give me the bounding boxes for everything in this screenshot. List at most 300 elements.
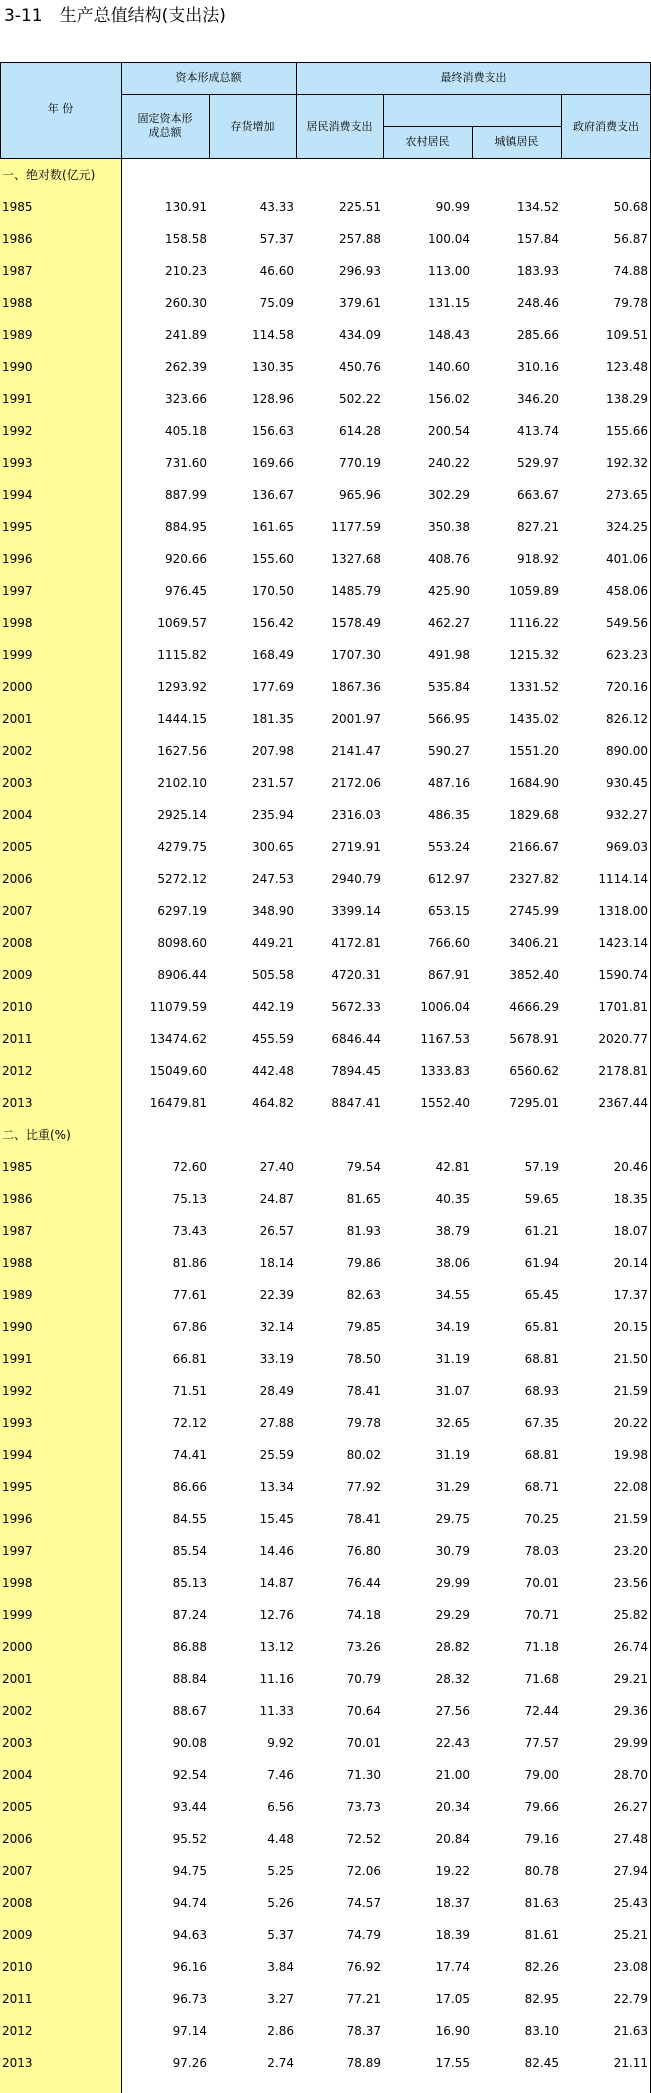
- table-row: [0, 1695, 651, 1727]
- rural-cell: 17.55: [435, 2056, 470, 2070]
- government-cell: 969.03: [606, 840, 648, 854]
- fixed-capital-cell: 405.18: [165, 424, 207, 438]
- household-cell: 78.89: [346, 2056, 381, 2070]
- government-cell: 18.35: [613, 1192, 648, 1206]
- household-cell: 7894.45: [331, 1064, 381, 1078]
- header-group-underline: [121, 94, 651, 95]
- rural-cell: 34.19: [435, 1320, 470, 1334]
- year-cell: 1985: [2, 200, 33, 214]
- household-cell: 70.01: [346, 1736, 381, 1750]
- table-row: [0, 1823, 651, 1855]
- year-cell: 1986: [2, 1192, 33, 1206]
- household-cell: 74.79: [346, 1928, 381, 1942]
- fixed-capital-cell: 71.51: [172, 1384, 207, 1398]
- rural-cell: 31.19: [435, 1352, 470, 1366]
- year-cell: 2007: [2, 904, 33, 918]
- government-cell: 28.70: [613, 1768, 648, 1782]
- rural-cell: 29.29: [435, 1608, 470, 1622]
- household-cell: 74.57: [346, 1896, 381, 1910]
- inventory-cell: 442.19: [252, 1000, 294, 1014]
- table-row: [0, 287, 651, 319]
- inventory-cell: 168.49: [252, 648, 294, 662]
- rural-cell: 200.54: [428, 424, 470, 438]
- fixed-capital-cell: 262.39: [165, 360, 207, 374]
- inventory-cell: 9.92: [267, 1736, 294, 1750]
- inventory-cell: 2.74: [267, 2056, 294, 2070]
- fixed-capital-cell: 2102.10: [157, 776, 207, 790]
- rural-cell: 486.35: [428, 808, 470, 822]
- urban-cell: 68.81: [524, 1352, 559, 1366]
- government-cell: 1701.81: [598, 1000, 648, 1014]
- year-cell: 2011: [2, 1992, 33, 2006]
- household-cell: 70.64: [346, 1704, 381, 1718]
- rural-cell: 487.16: [428, 776, 470, 790]
- table-row: [0, 223, 651, 255]
- rural-cell: 42.81: [435, 1160, 470, 1174]
- rural-cell: 1552.40: [420, 1096, 470, 1110]
- household-cell: 6846.44: [331, 1032, 381, 1046]
- rural-cell: 408.76: [428, 552, 470, 566]
- urban-cell: 7295.01: [509, 1096, 559, 1110]
- year-cell: 2004: [2, 808, 33, 822]
- urban-cell: 70.71: [524, 1608, 559, 1622]
- household-cell: 225.51: [339, 200, 381, 214]
- urban-cell: 80.78: [524, 1864, 559, 1878]
- table-row: [0, 1407, 651, 1439]
- urban-cell: 71.18: [524, 1640, 559, 1654]
- rural-cell: 30.79: [435, 1544, 470, 1558]
- year-cell: 1989: [2, 328, 33, 342]
- rural-cell: 131.15: [428, 296, 470, 310]
- household-cell: 770.19: [339, 456, 381, 470]
- urban-cell: 248.46: [517, 296, 559, 310]
- urban-cell: 1829.68: [509, 808, 559, 822]
- household-cell: 1867.36: [331, 680, 381, 694]
- year-cell: 2006: [2, 872, 33, 886]
- household-cell: 77.92: [346, 1480, 381, 1494]
- year-cell: 2011: [2, 1032, 33, 1046]
- inventory-cell: 4.48: [267, 1832, 294, 1846]
- year-cell: 1995: [2, 520, 33, 534]
- rural-cell: 34.55: [435, 1288, 470, 1302]
- year-cell: 1987: [2, 1224, 33, 1238]
- inventory-cell: 247.53: [252, 872, 294, 886]
- inventory-cell: 43.33: [259, 200, 294, 214]
- household-cell: 4720.31: [331, 968, 381, 982]
- government-cell: 273.65: [606, 488, 648, 502]
- header-capital-group: 资本形成总额: [175, 71, 242, 84]
- urban-cell: 70.25: [524, 1512, 559, 1526]
- table-row: [0, 1151, 651, 1183]
- government-cell: 26.74: [613, 1640, 648, 1654]
- household-cell: 79.78: [346, 1416, 381, 1430]
- government-cell: 2367.44: [598, 1096, 648, 1110]
- fixed-capital-cell: 96.73: [172, 1992, 207, 2006]
- government-cell: 17.37: [613, 1288, 648, 1302]
- fixed-capital-cell: 2925.14: [157, 808, 207, 822]
- inventory-cell: 449.21: [252, 936, 294, 950]
- fixed-capital-cell: 86.88: [172, 1640, 207, 1654]
- table-row: [0, 255, 651, 287]
- fixed-capital-cell: 94.63: [172, 1928, 207, 1942]
- inventory-cell: 12.76: [259, 1608, 294, 1622]
- inventory-cell: 235.94: [252, 808, 294, 822]
- table-row: [0, 1567, 651, 1599]
- inventory-cell: 11.16: [259, 1672, 294, 1686]
- government-cell: 56.87: [613, 232, 648, 246]
- rural-cell: 535.84: [428, 680, 470, 694]
- year-cell: 1993: [2, 1416, 33, 1430]
- rural-cell: 28.82: [435, 1640, 470, 1654]
- urban-cell: 3852.40: [509, 968, 559, 982]
- inventory-cell: 348.90: [252, 904, 294, 918]
- rural-cell: 28.32: [435, 1672, 470, 1686]
- urban-cell: 61.94: [524, 1256, 559, 1270]
- fixed-capital-cell: 8098.60: [157, 936, 207, 950]
- fixed-capital-cell: 88.84: [172, 1672, 207, 1686]
- urban-cell: 78.03: [524, 1544, 559, 1558]
- urban-cell: 81.63: [524, 1896, 559, 1910]
- government-cell: 50.68: [613, 200, 648, 214]
- inventory-cell: 156.63: [252, 424, 294, 438]
- fixed-capital-cell: 75.13: [172, 1192, 207, 1206]
- table-row: [0, 1215, 651, 1247]
- fixed-capital-cell: 86.66: [172, 1480, 207, 1494]
- fixed-capital-cell: 1115.82: [157, 648, 207, 662]
- government-cell: 20.15: [613, 1320, 648, 1334]
- table-row: [0, 1055, 651, 1087]
- government-cell: 401.06: [606, 552, 648, 566]
- fixed-capital-cell: 16479.81: [149, 1096, 207, 1110]
- rural-cell: 40.35: [435, 1192, 470, 1206]
- household-cell: 73.26: [346, 1640, 381, 1654]
- government-cell: 22.08: [613, 1480, 648, 1494]
- urban-cell: 65.45: [524, 1288, 559, 1302]
- section-heading: 二、比重(%): [2, 1128, 71, 1142]
- table-row: [0, 543, 651, 575]
- inventory-cell: 455.59: [252, 1032, 294, 1046]
- government-cell: 826.12: [606, 712, 648, 726]
- rural-cell: 31.07: [435, 1384, 470, 1398]
- table-row: [0, 1919, 651, 1951]
- fixed-capital-cell: 1627.56: [157, 744, 207, 758]
- rural-cell: 113.00: [428, 264, 470, 278]
- table-row: [0, 1343, 651, 1375]
- household-cell: 1327.68: [331, 552, 381, 566]
- table-row: [0, 191, 651, 223]
- fixed-capital-cell: 884.95: [165, 520, 207, 534]
- table-row: [0, 671, 651, 703]
- urban-cell: 1551.20: [509, 744, 559, 758]
- table-row: [0, 319, 651, 351]
- year-cell: 2005: [2, 840, 33, 854]
- urban-cell: 5678.91: [509, 1032, 559, 1046]
- year-cell: 1988: [2, 1256, 33, 1270]
- year-cell: 2001: [2, 712, 33, 726]
- year-cell: 2008: [2, 1896, 33, 1910]
- household-cell: 2172.06: [331, 776, 381, 790]
- inventory-cell: 169.66: [252, 456, 294, 470]
- fixed-capital-cell: 241.89: [165, 328, 207, 342]
- rural-cell: 17.05: [435, 1992, 470, 2006]
- rural-cell: 462.27: [428, 616, 470, 630]
- household-cell: 2940.79: [331, 872, 381, 886]
- rural-cell: 32.65: [435, 1416, 470, 1430]
- table-row: [0, 1855, 651, 1887]
- fixed-capital-cell: 15049.60: [149, 1064, 207, 1078]
- inventory-cell: 7.46: [267, 1768, 294, 1782]
- rural-cell: 17.74: [435, 1960, 470, 1974]
- household-cell: 296.93: [339, 264, 381, 278]
- table-row: [0, 1471, 651, 1503]
- inventory-cell: 505.58: [252, 968, 294, 982]
- urban-cell: 59.65: [524, 1192, 559, 1206]
- year-cell: 1996: [2, 552, 33, 566]
- urban-cell: 2166.67: [509, 840, 559, 854]
- fixed-capital-cell: 731.60: [165, 456, 207, 470]
- urban-cell: 1116.22: [509, 616, 559, 630]
- rural-cell: 22.43: [435, 1736, 470, 1750]
- fixed-capital-cell: 73.43: [172, 1224, 207, 1238]
- inventory-cell: 27.40: [259, 1160, 294, 1174]
- fixed-capital-cell: 887.99: [165, 488, 207, 502]
- year-cell: 1991: [2, 392, 33, 406]
- government-cell: 720.16: [606, 680, 648, 694]
- header-consumption-group: 最终消费支出: [440, 71, 507, 84]
- government-cell: 20.46: [613, 1160, 648, 1174]
- year-cell: 2010: [2, 1960, 33, 1974]
- household-cell: 76.92: [346, 1960, 381, 1974]
- table-row: [0, 1663, 651, 1695]
- government-cell: 2178.81: [598, 1064, 648, 1078]
- government-cell: 123.48: [606, 360, 648, 374]
- fixed-capital-cell: 92.54: [172, 1768, 207, 1782]
- year-cell: 1998: [2, 1576, 33, 1590]
- urban-cell: 663.67: [517, 488, 559, 502]
- fixed-capital-cell: 97.14: [172, 2024, 207, 2038]
- government-cell: 29.21: [613, 1672, 648, 1686]
- government-cell: 324.25: [606, 520, 648, 534]
- government-cell: 21.50: [613, 1352, 648, 1366]
- table-row: [0, 1087, 651, 1119]
- fixed-capital-cell: 976.45: [165, 584, 207, 598]
- fixed-capital-cell: 85.54: [172, 1544, 207, 1558]
- inventory-cell: 181.35: [252, 712, 294, 726]
- rural-cell: 590.27: [428, 744, 470, 758]
- table-row: [0, 1631, 651, 1663]
- year-cell: 1990: [2, 360, 33, 374]
- urban-cell: 1331.52: [509, 680, 559, 694]
- rural-cell: 31.29: [435, 1480, 470, 1494]
- government-cell: 79.78: [613, 296, 648, 310]
- rural-cell: 20.84: [435, 1832, 470, 1846]
- government-cell: 74.88: [613, 264, 648, 278]
- fixed-capital-cell: 66.81: [172, 1352, 207, 1366]
- table-row: [0, 959, 651, 991]
- government-cell: 21.11: [613, 2056, 648, 2070]
- government-cell: 21.59: [613, 1384, 648, 1398]
- year-cell: 2000: [2, 1640, 33, 1654]
- rural-cell: 27.56: [435, 1704, 470, 1718]
- fixed-capital-cell: 13474.62: [149, 1032, 207, 1046]
- rural-cell: 240.22: [428, 456, 470, 470]
- rural-cell: 20.34: [435, 1800, 470, 1814]
- inventory-cell: 3.84: [267, 1960, 294, 1974]
- fixed-capital-cell: 1444.15: [157, 712, 207, 726]
- fixed-capital-cell: 130.91: [165, 200, 207, 214]
- year-cell: 2006: [2, 1832, 33, 1846]
- government-cell: 26.27: [613, 1800, 648, 1814]
- household-cell: 2001.97: [331, 712, 381, 726]
- household-cell: 73.73: [346, 1800, 381, 1814]
- fixed-capital-cell: 88.67: [172, 1704, 207, 1718]
- inventory-cell: 22.39: [259, 1288, 294, 1302]
- table-row: [0, 703, 651, 735]
- inventory-cell: 13.12: [259, 1640, 294, 1654]
- government-cell: 25.21: [613, 1928, 648, 1942]
- inventory-cell: 128.96: [252, 392, 294, 406]
- year-cell: 1990: [2, 1320, 33, 1334]
- year-cell: 2007: [2, 1864, 33, 1878]
- header-inventory: 存货增加: [230, 120, 275, 133]
- fixed-capital-cell: 94.74: [172, 1896, 207, 1910]
- urban-cell: 82.95: [524, 1992, 559, 2006]
- household-cell: 79.86: [346, 1256, 381, 1270]
- table-row: [0, 447, 651, 479]
- inventory-cell: 464.82: [252, 1096, 294, 1110]
- table-row: [0, 383, 651, 415]
- year-cell: 2012: [2, 1064, 33, 1078]
- government-cell: 27.94: [613, 1864, 648, 1878]
- household-cell: 614.28: [339, 424, 381, 438]
- year-cell: 1989: [2, 1288, 33, 1302]
- fixed-capital-cell: 323.66: [165, 392, 207, 406]
- table-row: [0, 1247, 651, 1279]
- urban-cell: 2745.99: [509, 904, 559, 918]
- rural-cell: 867.91: [428, 968, 470, 982]
- urban-cell: 827.21: [517, 520, 559, 534]
- household-cell: 78.37: [346, 2024, 381, 2038]
- inventory-cell: 18.14: [259, 1256, 294, 1270]
- household-cell: 82.63: [346, 1288, 381, 1302]
- fixed-capital-cell: 94.75: [172, 1864, 207, 1878]
- inventory-cell: 2.86: [267, 2024, 294, 2038]
- header-household: 居民消费支出: [306, 120, 373, 133]
- rural-cell: 566.95: [428, 712, 470, 726]
- inventory-cell: 6.56: [267, 1800, 294, 1814]
- table-row: [0, 991, 651, 1023]
- household-cell: 450.76: [339, 360, 381, 374]
- rural-cell: 16.90: [435, 2024, 470, 2038]
- government-cell: 23.56: [613, 1576, 648, 1590]
- table-row: [0, 1023, 651, 1055]
- inventory-cell: 24.87: [259, 1192, 294, 1206]
- year-cell: 1998: [2, 616, 33, 630]
- fixed-capital-cell: 210.23: [165, 264, 207, 278]
- table-row: [0, 1887, 651, 1919]
- household-cell: 965.96: [339, 488, 381, 502]
- urban-cell: 134.52: [517, 200, 559, 214]
- header-government: 政府消费支出: [573, 120, 639, 133]
- table-row: [0, 1791, 651, 1823]
- year-cell: 2009: [2, 968, 33, 982]
- fixed-capital-cell: 8906.44: [157, 968, 207, 982]
- urban-cell: 4666.29: [509, 1000, 559, 1014]
- inventory-cell: 15.45: [259, 1512, 294, 1526]
- year-cell: 2003: [2, 1736, 33, 1750]
- inventory-cell: 161.65: [252, 520, 294, 534]
- urban-cell: 157.84: [517, 232, 559, 246]
- government-cell: 23.20: [613, 1544, 648, 1558]
- urban-cell: 183.93: [517, 264, 559, 278]
- table-row: [0, 1279, 651, 1311]
- fixed-capital-cell: 95.52: [172, 1832, 207, 1846]
- fixed-capital-cell: 87.24: [172, 1608, 207, 1622]
- household-cell: 78.50: [346, 1352, 381, 1366]
- government-cell: 2020.77: [598, 1032, 648, 1046]
- year-cell: 2000: [2, 680, 33, 694]
- inventory-cell: 5.37: [267, 1928, 294, 1942]
- urban-cell: 68.93: [524, 1384, 559, 1398]
- year-cell: 1994: [2, 1448, 33, 1462]
- rural-cell: 38.06: [435, 1256, 470, 1270]
- table-row: [0, 831, 651, 863]
- household-cell: 81.65: [346, 1192, 381, 1206]
- household-cell: 78.41: [346, 1384, 381, 1398]
- year-cell: 2013: [2, 2056, 33, 2070]
- household-cell: 78.41: [346, 1512, 381, 1526]
- table-row: [0, 863, 651, 895]
- year-cell: 1997: [2, 584, 33, 598]
- government-cell: 20.22: [613, 1416, 648, 1430]
- urban-cell: 70.01: [524, 1576, 559, 1590]
- household-cell: 81.93: [346, 1224, 381, 1238]
- rural-cell: 156.02: [428, 392, 470, 406]
- inventory-cell: 57.37: [259, 232, 294, 246]
- fixed-capital-cell: 67.86: [172, 1320, 207, 1334]
- table-row: [0, 1535, 651, 1567]
- household-cell: 257.88: [339, 232, 381, 246]
- household-cell: 2316.03: [331, 808, 381, 822]
- table-row: [0, 1439, 651, 1471]
- year-cell: 2013: [2, 1096, 33, 1110]
- rural-cell: 302.29: [428, 488, 470, 502]
- header-household-underline: [383, 126, 561, 127]
- year-cell: 1985: [2, 1160, 33, 1174]
- urban-cell: 529.97: [517, 456, 559, 470]
- inventory-cell: 130.35: [252, 360, 294, 374]
- rural-cell: 148.43: [428, 328, 470, 342]
- inventory-cell: 33.19: [259, 1352, 294, 1366]
- urban-cell: 1684.90: [509, 776, 559, 790]
- household-cell: 76.44: [346, 1576, 381, 1590]
- table-row: [0, 767, 651, 799]
- rural-cell: 612.97: [428, 872, 470, 886]
- urban-cell: 71.68: [524, 1672, 559, 1686]
- household-cell: 70.79: [346, 1672, 381, 1686]
- table-row: [0, 895, 651, 927]
- urban-cell: 1435.02: [509, 712, 559, 726]
- government-cell: 1318.00: [598, 904, 648, 918]
- inventory-cell: 114.58: [252, 328, 294, 342]
- government-cell: 138.29: [606, 392, 648, 406]
- inventory-cell: 136.67: [252, 488, 294, 502]
- inventory-cell: 155.60: [252, 552, 294, 566]
- fixed-capital-cell: 74.41: [172, 1448, 207, 1462]
- year-cell: 2012: [2, 2024, 33, 2038]
- inventory-cell: 231.57: [252, 776, 294, 790]
- year-cell: 1999: [2, 648, 33, 662]
